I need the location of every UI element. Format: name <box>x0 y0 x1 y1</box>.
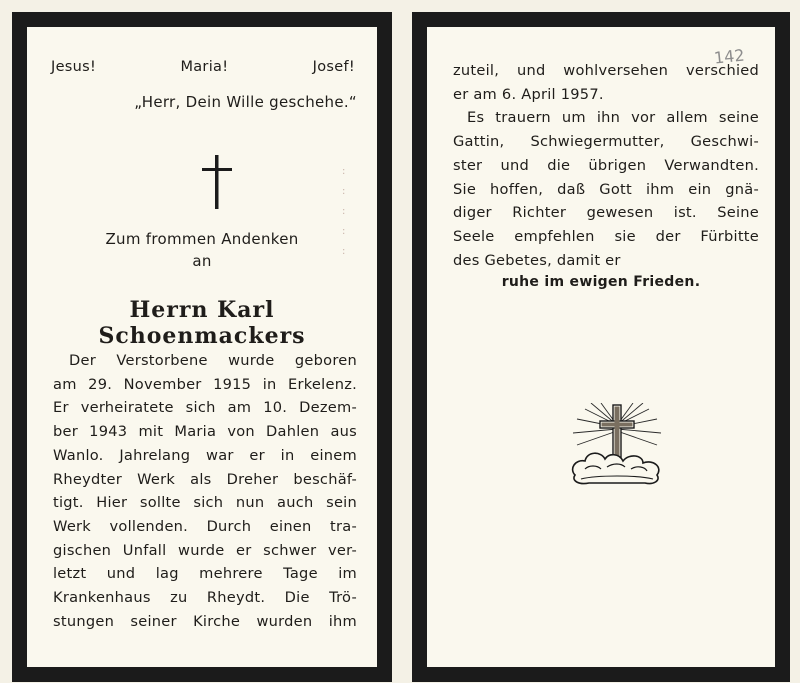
text-line: ber 1943 mit Maria von Dahlen aus <box>53 423 357 441</box>
text-line: stungen seiner Kirche wurden ihm <box>53 612 357 630</box>
text-line: ster und die übrigen Verwandten. <box>453 156 759 174</box>
memorial-line-2: an <box>192 252 212 270</box>
text-line: Seele empfehlen sie der Fürbitte <box>453 227 759 245</box>
text-line: letzt und lag mehrere Tage im <box>53 565 357 583</box>
text-line: Sie hoffen, daß Gott ihm ein gnä- <box>453 180 759 198</box>
pencil-note: 142 <box>713 45 746 68</box>
text-line: Der Verstorbene wurde geboren <box>69 352 357 369</box>
text-line: Wanlo. Jahrelang war er in einem <box>53 446 357 464</box>
continuation-text <box>453 59 759 272</box>
invocation-jesus: Jesus! <box>51 59 97 75</box>
right-card <box>412 12 790 682</box>
text-line: gischen Unfall wurde er schwer ver- <box>53 541 357 559</box>
text-line: tigt. Hier sollte sich nun auch sein <box>53 494 357 512</box>
text-line: Rheydter Werk als Dreher beschäf- <box>53 470 357 488</box>
radiant-cross-on-clouds-icon <box>567 403 667 489</box>
text-line: Gattin, Schwiegermutter, Geschwi- <box>453 133 759 151</box>
closing-line: ruhe im ewigen Frieden. <box>501 274 701 290</box>
invocation-josef: Josef! <box>312 59 355 75</box>
show-through-marks: : : : : : <box>342 166 346 257</box>
text-line: Werk vollenden. Durch einen tra- <box>53 517 357 535</box>
left-card <box>12 12 392 682</box>
biography-text <box>53 349 357 633</box>
invocation-maria: Maria! <box>180 59 229 75</box>
text-line: zuteil, und wohlversehen verschied <box>453 62 759 79</box>
header-invocations <box>51 59 355 75</box>
left-card-inner <box>27 27 377 667</box>
text-line: diger Richter gewesen ist. Seine <box>453 204 759 222</box>
text-line: er am 6. April 1957. <box>453 85 604 103</box>
quote: „Herr, Dein Wille geschehe.“ <box>134 93 357 111</box>
deceased-name: Herrn Karl Schoenmackers <box>98 297 306 349</box>
text-line: des Gebetes, damit er <box>453 251 621 269</box>
text-line: Er verheiratete sich am 10. Dezem- <box>53 399 357 417</box>
text-line: Es trauern um ihn vor allem seine <box>467 109 759 127</box>
latin-cross-icon <box>202 155 232 213</box>
right-card-inner <box>427 27 775 667</box>
text-line: Krankenhaus zu Rheydt. Die Trö- <box>53 589 357 607</box>
memorial-line-1: Zum frommen Andenken <box>105 230 299 248</box>
text-line: am 29. November 1915 in Erkelenz. <box>53 375 357 393</box>
memorial-heading <box>27 228 377 272</box>
